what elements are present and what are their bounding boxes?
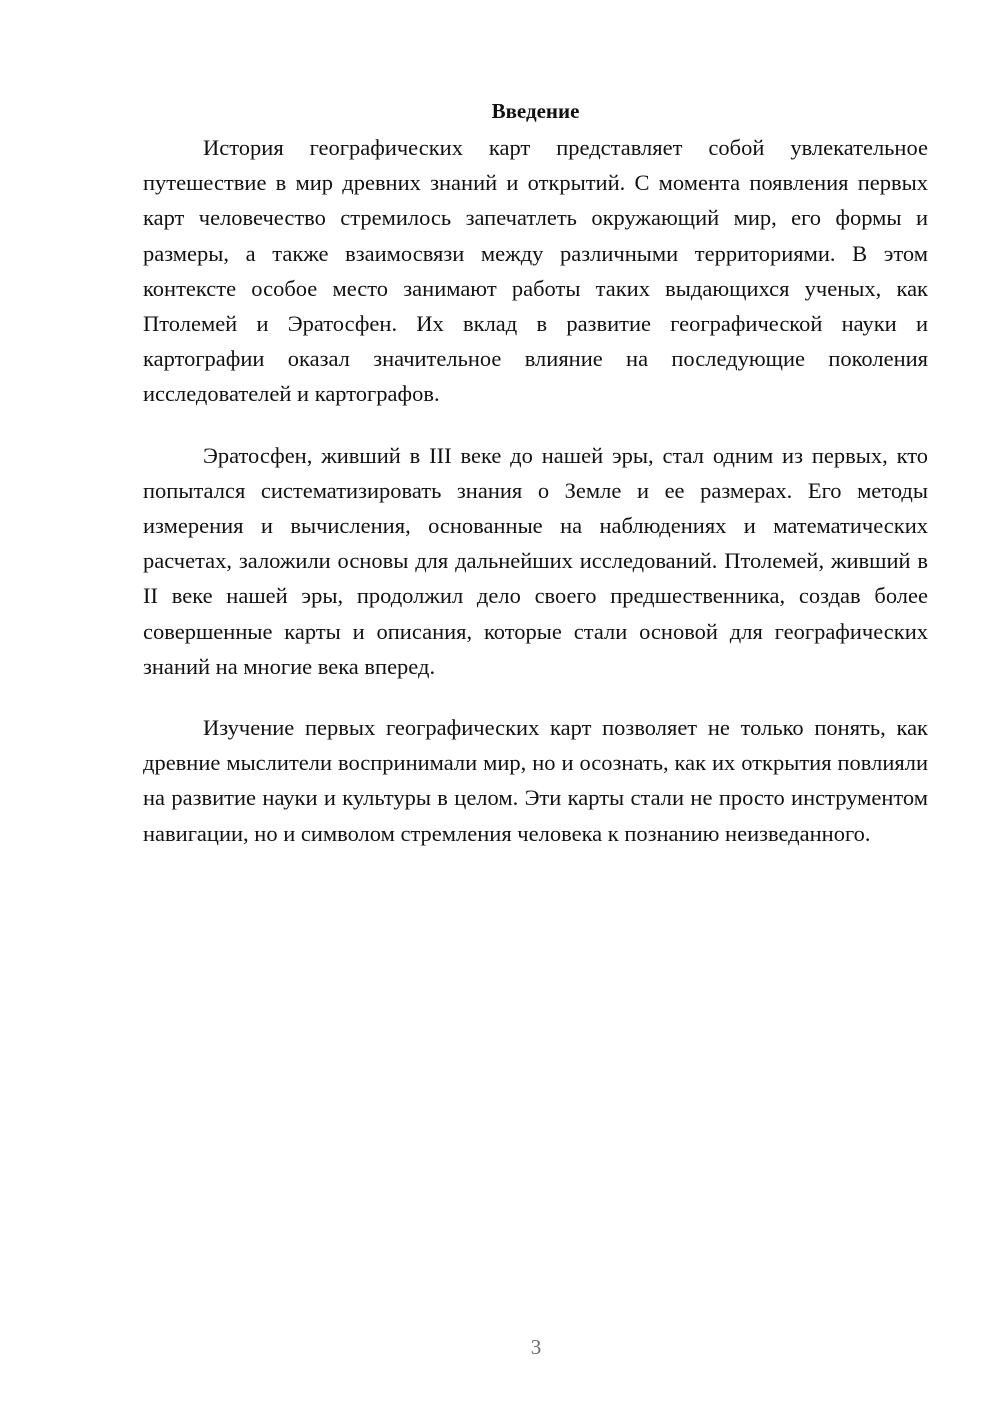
page-number: 3 bbox=[530, 1335, 542, 1359]
page-content bbox=[143, 96, 928, 877]
paragraph-3: Изучение первых географических карт позволяет не только понять, как древние мыслители воспринимали мир, но и осознать, как их открытия повлияли на развитие науки и культуры в целом. Эти карты стали не просто инструментом навигации, но и символом стремления человека к познанию неизведанного. bbox=[143, 715, 928, 846]
section-heading: Введение bbox=[491, 99, 580, 123]
paragraph-1: История географических карт представляет собой увлекательное путешествие в мир древних знаний и открытий. С момента появления первых карт человечество стремилось запечатлеть окружающий мир, его формы и размеры, а также взаимосвязи между различными территориями. В этом контексте особое место занимают работы таких выдающихся ученых, как Птолемей и Эратосфен. Их вклад в развитие географической науки и картографии оказал значительное влияние на последующие поколения исследователей и картографов. bbox=[143, 135, 928, 407]
paragraph-2: Эратосфен, живший в III веке до нашей эры, стал одним из первых, кто попытался систематизировать знания о Земле и ее размерах. Его методы измерения и вычисления, основанные на наблюдениях и математических расчетах, заложили основы для дальнейших исследований. Птолемей, живший в II веке нашей эры, продолжил дело своего предшественника, создав более совершенные карты и описания, которые стали основой для географических знаний на многие века вперед. bbox=[143, 442, 928, 679]
